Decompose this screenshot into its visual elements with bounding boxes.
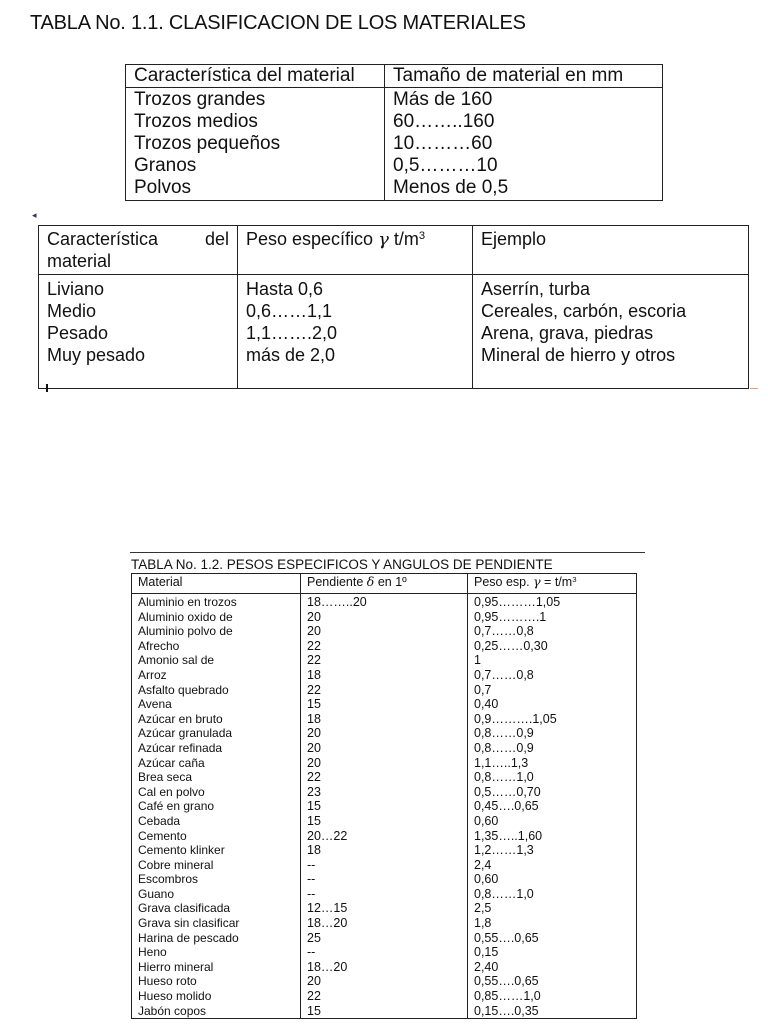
table-cell: Cemento: [138, 828, 187, 843]
table-cell: Cebada: [138, 813, 181, 828]
table-header-row: [126, 65, 663, 88]
table-cell: --: [307, 886, 316, 901]
header-material: Material: [132, 574, 301, 594]
weight-column: [238, 275, 473, 389]
header-example: Ejemplo: [473, 226, 749, 275]
table-cell: Azúcar refinada: [138, 740, 223, 755]
table-cell: 22: [307, 989, 321, 1004]
table-cell: Aluminio polvo de: [138, 624, 233, 639]
table-cell: 18…20: [307, 916, 348, 931]
table-body-row: [132, 594, 637, 1019]
table-cell: Avena: [138, 697, 172, 712]
table-cell: 1,2……1,3: [474, 843, 534, 858]
list-item: 0,6……1,1: [246, 301, 333, 321]
header-unit-exponent: 3: [418, 229, 426, 242]
table-cell: 0,7: [474, 682, 492, 697]
list-item: 1,1…….2,0: [246, 323, 338, 343]
list-item: Muy pesado: [47, 345, 146, 365]
list-item: Pesado: [47, 323, 109, 343]
table-cell: 0,5……0,70: [474, 784, 541, 799]
table-cell: 20: [307, 609, 321, 624]
table-cell: 15: [307, 813, 321, 828]
table-cell: 20: [307, 726, 321, 741]
table-cell: Harina de pescado: [138, 930, 239, 945]
table-cell: 0,8……0,9: [474, 726, 534, 741]
header-unit: = t/m: [544, 575, 573, 589]
gamma-symbol: γ: [533, 574, 541, 589]
table-cell: 18: [307, 711, 321, 726]
table-cell: Heno: [138, 945, 167, 960]
table-cell: Asfalto quebrado: [138, 682, 229, 697]
list-item: Trozos pequeños: [134, 133, 281, 154]
table-cell: Jabón copos: [138, 1003, 207, 1018]
table-body-row: [39, 275, 749, 389]
table-body-row: [126, 88, 663, 201]
header-unit: t/m: [393, 229, 419, 249]
header-slope: [301, 574, 468, 594]
table-cell: 0,95……….1: [474, 609, 547, 624]
header-text: Peso esp.: [474, 575, 530, 589]
header-suffix: en 1º: [377, 575, 407, 589]
header-weight: [468, 574, 637, 594]
table-cell: Aluminio en trozos: [138, 595, 237, 609]
table-cell: 1,8: [474, 916, 492, 931]
table-cell: 0,45….0,65: [474, 799, 539, 814]
table-cell: Guano: [138, 886, 175, 901]
table-cell: Cemento klinker: [138, 843, 225, 858]
table-cell: 22: [307, 770, 321, 785]
table-header-row: [132, 574, 637, 594]
table-cell: 20: [307, 755, 321, 770]
table-cell: Cobre mineral: [138, 857, 214, 872]
table-cell: 2,4: [474, 857, 492, 872]
characteristic-column: [126, 88, 385, 201]
table-cell: 0,60: [474, 813, 499, 828]
list-item: Más de 160: [393, 89, 493, 110]
table-cell: 0,55….0,65: [474, 930, 539, 945]
table-cell: 18…20: [307, 959, 348, 974]
header-characteristic: [39, 226, 238, 275]
table-cell: Arroz: [138, 667, 167, 682]
table-cell: 1,35…..1,60: [474, 828, 543, 843]
example-column: [473, 275, 749, 389]
table1-title: TABLA No. 1.1. CLASIFICACION DE LOS MATERIALES: [30, 12, 526, 34]
table-cell: 25: [307, 930, 321, 945]
header-size: Tamaño de material en mm: [385, 65, 663, 88]
table-cell: Grava clasificada: [138, 901, 231, 916]
table-cell: Café en grano: [138, 799, 215, 814]
table-cell: 18: [307, 667, 321, 682]
list-item: Granos: [134, 155, 197, 176]
list-item: Liviano: [47, 279, 105, 299]
table-cell: --: [307, 872, 316, 887]
table-cell: 1,1…..1,3: [474, 755, 529, 770]
table-cell: 0,9……….1,05: [474, 711, 557, 726]
characteristic-column: [39, 275, 238, 389]
table-cell: Hueso molido: [138, 989, 212, 1004]
table-cell: 20: [307, 974, 321, 989]
table-cell: 0,8……0,9: [474, 740, 534, 755]
list-item: Aserrín, turba: [481, 279, 591, 299]
header-text: Peso específico: [246, 229, 374, 249]
table-cell: 0,15….0,35: [474, 1003, 539, 1018]
header-specific-weight: [238, 226, 473, 275]
table-cell: 22: [307, 682, 321, 697]
table-cell: Brea seca: [138, 770, 193, 785]
divider: [130, 552, 645, 553]
table-cell: 0,7……0,8: [474, 667, 534, 682]
table-cell: 0,85……1,0: [474, 989, 541, 1004]
table-cell: 0,7……0,8: [474, 624, 534, 639]
table-cell: 0,60: [474, 872, 499, 887]
material-size-table: [125, 64, 663, 201]
table-cell: 2,40: [474, 959, 499, 974]
table-cell: Escombros: [138, 872, 199, 887]
table-cell: 15: [307, 799, 321, 814]
weight-column: [468, 594, 637, 1019]
list-item: 60……..160: [393, 111, 495, 132]
table-cell: 0,25……0,30: [474, 638, 548, 653]
size-column: [385, 88, 663, 201]
table-cell: 0,40: [474, 697, 499, 712]
table-cell: Azúcar granulada: [138, 726, 233, 741]
header-word: material: [47, 251, 112, 271]
table-cell: 18: [307, 843, 321, 858]
table-cell: 0,55….0,65: [474, 974, 539, 989]
table-cell: --: [307, 857, 316, 872]
header-characteristic: Característica del material: [126, 65, 385, 88]
list-item: Polvos: [134, 177, 192, 198]
table-cell: Grava sin clasificar: [138, 916, 240, 931]
table-cell: Hierro mineral: [138, 959, 214, 974]
table-cell: 20…22: [307, 828, 348, 843]
table-cell: 0,95………1,05: [474, 595, 561, 609]
table-cell: Amonio sal de: [138, 653, 215, 668]
paragraph-mark: [750, 388, 758, 389]
list-item: 10………60: [393, 133, 493, 154]
table-cell: 20: [307, 740, 321, 755]
slope-column: [301, 594, 468, 1019]
table-cell: --: [307, 945, 316, 960]
table-cell: 1: [474, 653, 481, 668]
header-word: Característica: [47, 229, 159, 249]
list-item: Trozos grandes: [134, 89, 266, 110]
header-text: Pendiente: [307, 575, 364, 589]
table-cell: 20: [307, 624, 321, 639]
list-item: 0,5………10: [393, 155, 498, 176]
table-cell: 15: [307, 1003, 321, 1018]
table-cell: Aluminio oxido de: [138, 609, 233, 624]
table-cell: Cal en polvo: [138, 784, 205, 799]
text-cursor: [46, 384, 48, 392]
header-word: del: [204, 229, 229, 249]
table-cell: Azúcar caña: [138, 755, 205, 770]
gamma-symbol: γ: [378, 229, 389, 250]
table-cell: 0,8……1,0: [474, 886, 534, 901]
table-cell: 18……..20: [307, 595, 367, 609]
table-cell: 0,15: [474, 945, 499, 960]
table-cell: 12…15: [307, 901, 348, 916]
table-cell: 0,8……1,0: [474, 770, 534, 785]
table-cell: Afrecho: [138, 638, 180, 653]
list-item: Cereales, carbón, escoria: [481, 301, 687, 321]
table3-title: TABLA No. 1.2. PESOS ESPECIFICOS Y ANGULOS DE PENDIENTE: [131, 557, 553, 572]
list-item: Menos de 0,5: [393, 177, 509, 198]
table-cell: 23: [307, 784, 321, 799]
weights-slopes-table: [131, 573, 637, 1019]
list-item: Trozos medios: [134, 111, 258, 132]
list-item: Hasta 0,6: [246, 279, 324, 299]
table-cell: 22: [307, 653, 321, 668]
table-cell: 22: [307, 638, 321, 653]
delta-symbol: δ: [366, 574, 375, 589]
specific-weight-table: [38, 225, 749, 389]
table-cell: Hueso roto: [138, 974, 197, 989]
list-item: Mineral de hierro y otros: [481, 345, 676, 365]
header-unit-exponent: 3: [572, 574, 577, 584]
list-item: Medio: [47, 301, 97, 321]
table-header-row: [39, 226, 749, 275]
material-column: [132, 594, 301, 1019]
anchor-marker-icon: ◂: [32, 210, 37, 220]
table-cell: Azúcar en bruto: [138, 711, 223, 726]
list-item: más de 2,0: [246, 345, 336, 365]
table-cell: 15: [307, 697, 321, 712]
table-cell: 2,5: [474, 901, 492, 916]
list-item: Arena, grava, piedras: [481, 323, 654, 343]
